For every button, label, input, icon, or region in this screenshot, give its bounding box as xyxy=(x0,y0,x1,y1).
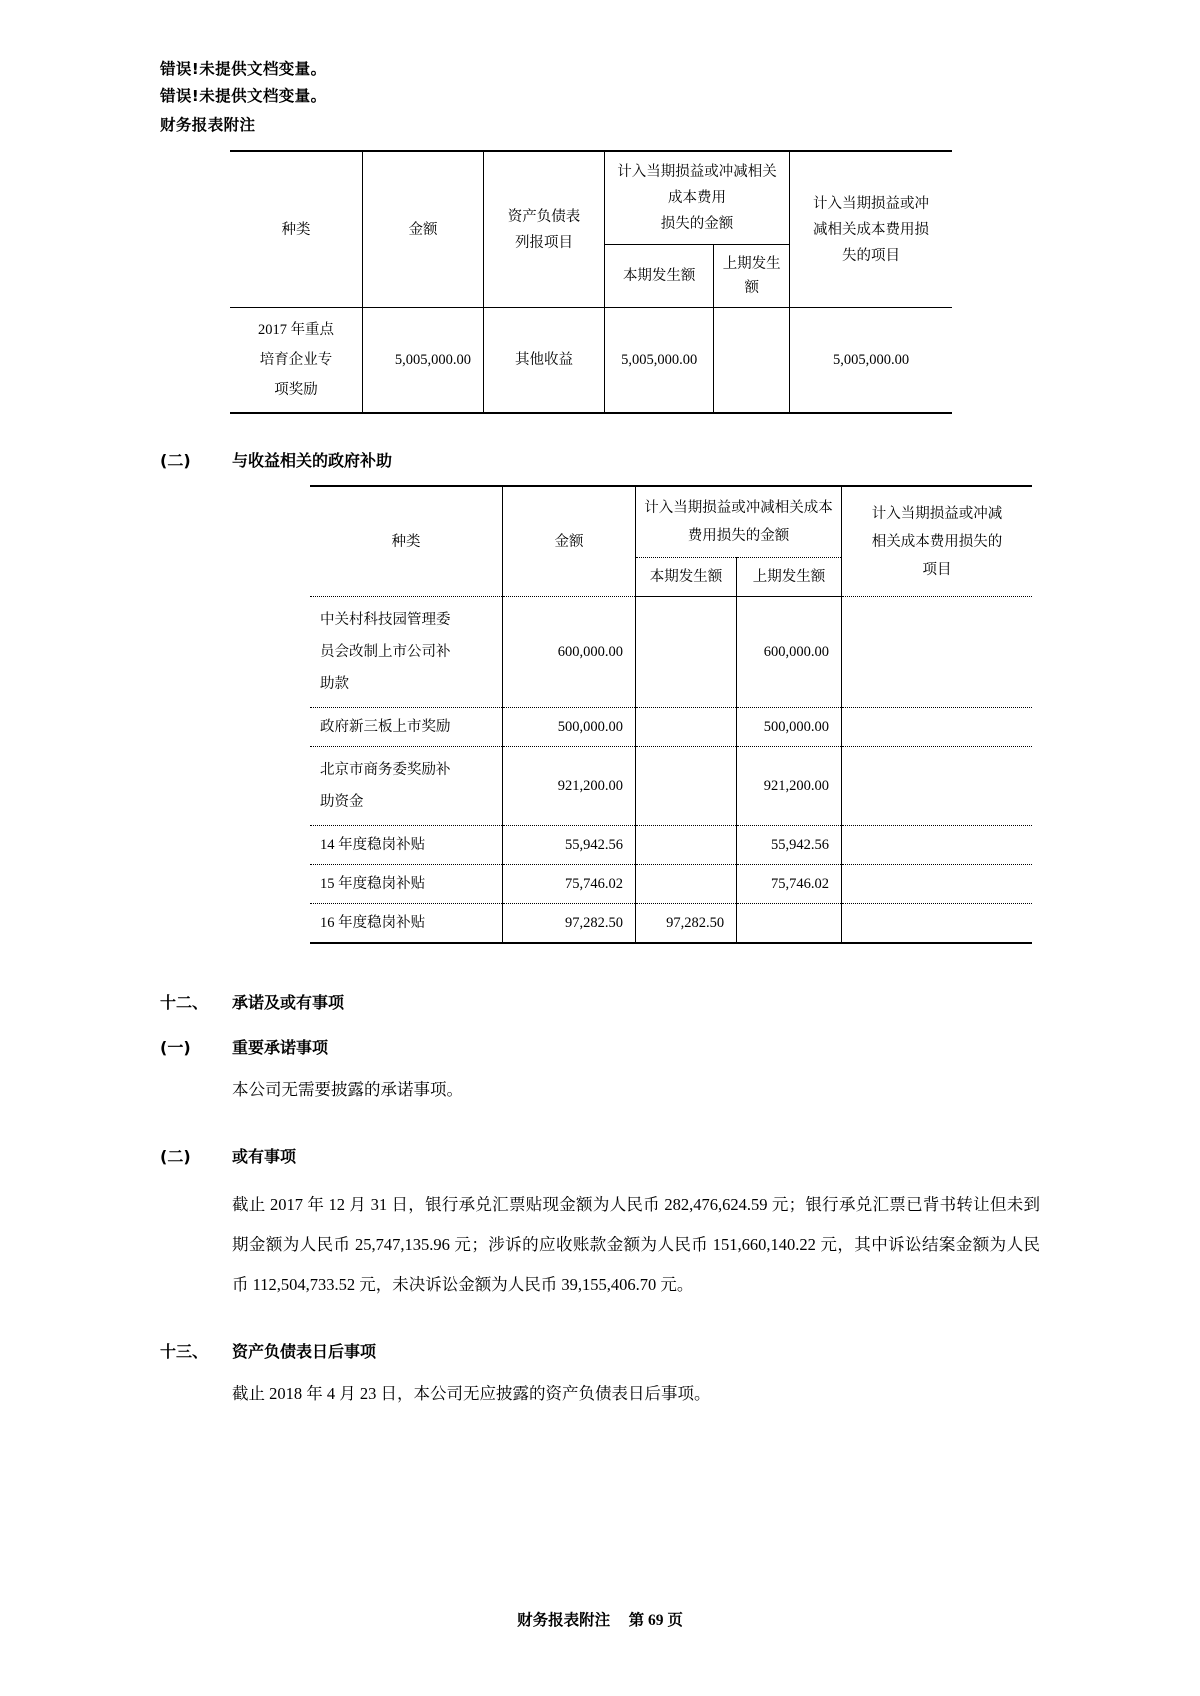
section-title: 重要承诺事项 xyxy=(232,1038,329,1057)
cell-amount: 97,282.50 xyxy=(503,904,636,944)
cell-previous xyxy=(737,904,842,944)
cell-category: 15 年度稳岗补贴 xyxy=(310,865,503,904)
cell-current xyxy=(636,708,737,747)
cell-current: 5,005,000.00 xyxy=(605,308,714,414)
section-number: 十三、 xyxy=(160,1342,209,1361)
th-category: 种类 xyxy=(310,486,503,597)
header-line-1: 错误!未提供文档变量。 xyxy=(160,60,327,78)
th-current-period: 本期发生额 xyxy=(605,245,714,308)
section-number: 十二、 xyxy=(160,993,209,1012)
table-row xyxy=(310,708,1032,747)
income-related-subsidy-table xyxy=(310,485,1032,944)
cell-balance-item: 其他收益 xyxy=(484,308,605,414)
section-title: 资产负债表日后事项 xyxy=(232,1342,377,1361)
section-heading-commitments xyxy=(160,990,1040,1013)
table-row xyxy=(310,826,1032,865)
cell-pl-item xyxy=(842,865,1033,904)
cell-pl-item xyxy=(842,597,1033,708)
cell-category: 政府新三板上市奖励 xyxy=(310,708,503,747)
paragraph-post-balance-events: 截止 2018 年 4 月 23 日，本公司无应披露的资产负债表日后事项。 xyxy=(232,1384,711,1403)
section-heading-post-balance-events xyxy=(160,1339,1040,1362)
cell-current xyxy=(636,865,737,904)
table-row xyxy=(310,904,1032,944)
table-row xyxy=(310,747,1032,826)
cell-amount: 55,942.56 xyxy=(503,826,636,865)
cell-amount: 921,200.00 xyxy=(503,747,636,826)
section-title: 与收益相关的政府补助 xyxy=(232,451,393,470)
cell-previous: 55,942.56 xyxy=(737,826,842,865)
cell-category: 16 年度稳岗补贴 xyxy=(310,904,503,944)
header-line-2: 错误!未提供文档变量。 xyxy=(160,87,327,105)
table2-header-row-1 xyxy=(310,486,1032,558)
section-heading-major-commitments xyxy=(160,1035,1040,1058)
cell-current xyxy=(636,826,737,865)
section-number: (二) xyxy=(160,451,191,470)
th-amount: 金额 xyxy=(503,486,636,597)
cell-current: 97,282.50 xyxy=(636,904,737,944)
cell-pl-item xyxy=(842,904,1033,944)
cell-previous: 75,746.02 xyxy=(737,865,842,904)
th-pl-group: 计入当期损益或冲减相关成本 费用损失的金额 xyxy=(636,486,842,558)
section-heading-income-related xyxy=(160,448,1040,471)
footer-label: 财务报表附注 xyxy=(517,1611,611,1629)
section-title: 承诺及或有事项 xyxy=(232,993,345,1012)
cell-current xyxy=(636,597,737,708)
cell-previous xyxy=(714,308,790,414)
th-previous-period: 上期发生额 xyxy=(737,558,842,597)
table-row xyxy=(230,308,952,414)
section-heading-contingencies xyxy=(160,1144,1040,1167)
cell-pl-item xyxy=(842,747,1033,826)
th-pl-group: 计入当期损益或冲减相关成本费用 损失的金额 xyxy=(605,151,790,245)
section-number: (一) xyxy=(160,1038,191,1057)
page-footer xyxy=(0,1608,1200,1630)
cell-pl-item xyxy=(842,708,1033,747)
th-pl-item: 计入当期损益或冲减 相关成本费用损失的 项目 xyxy=(842,486,1033,597)
page-header xyxy=(160,56,1040,140)
cell-pl-item: 5,005,000.00 xyxy=(790,308,953,414)
asset-related-subsidy-table xyxy=(230,150,952,414)
cell-amount: 5,005,000.00 xyxy=(363,308,484,414)
th-pl-item: 计入当期损益或冲 减相关成本费用损 失的项目 xyxy=(790,151,953,308)
cell-category: 北京市商务委奖励补 助资金 xyxy=(310,747,503,826)
th-previous-period: 上期发生额 xyxy=(714,245,790,308)
cell-amount: 600,000.00 xyxy=(503,597,636,708)
cell-pl-item xyxy=(842,826,1033,865)
table-row xyxy=(310,597,1032,708)
cell-category: 14 年度稳岗补贴 xyxy=(310,826,503,865)
table1-header-row-1 xyxy=(230,151,952,245)
paragraph-contingencies: 截止 2017 年 12 月 31 日，银行承兑汇票贴现金额为人民币 282,476,624.59 元；银行承兑汇票已背书转让但未到期金额为人民币 25,747,135.96 元；涉诉的应收账款金额为人民币 151,660,140.22 元，其中诉讼结案金额为人民币 112,504,733.52 元，未决诉讼金额为人民币 39,155,406.70 元。 xyxy=(232,1195,1040,1294)
th-category: 种类 xyxy=(230,151,363,308)
cell-category: 中关村科技园管理委 员会改制上市公司补 助款 xyxy=(310,597,503,708)
table-row xyxy=(310,865,1032,904)
footer-page-number: 第 69 页 xyxy=(628,1612,683,1629)
cell-previous: 500,000.00 xyxy=(737,708,842,747)
cell-amount: 500,000.00 xyxy=(503,708,636,747)
section-title: 或有事项 xyxy=(232,1147,297,1166)
cell-current xyxy=(636,747,737,826)
cell-previous: 600,000.00 xyxy=(737,597,842,708)
section-number: (二) xyxy=(160,1147,191,1166)
header-line-3: 财务报表附注 xyxy=(160,116,256,134)
cell-previous: 921,200.00 xyxy=(737,747,842,826)
th-amount: 金额 xyxy=(363,151,484,308)
th-current-period: 本期发生额 xyxy=(636,558,737,597)
cell-category: 2017 年重点 培育企业专 项奖励 xyxy=(230,308,363,414)
paragraph-major-commitments: 本公司无需要披露的承诺事项。 xyxy=(232,1080,463,1099)
th-balance-item: 资产负债表 列报项目 xyxy=(484,151,605,308)
cell-amount: 75,746.02 xyxy=(503,865,636,904)
